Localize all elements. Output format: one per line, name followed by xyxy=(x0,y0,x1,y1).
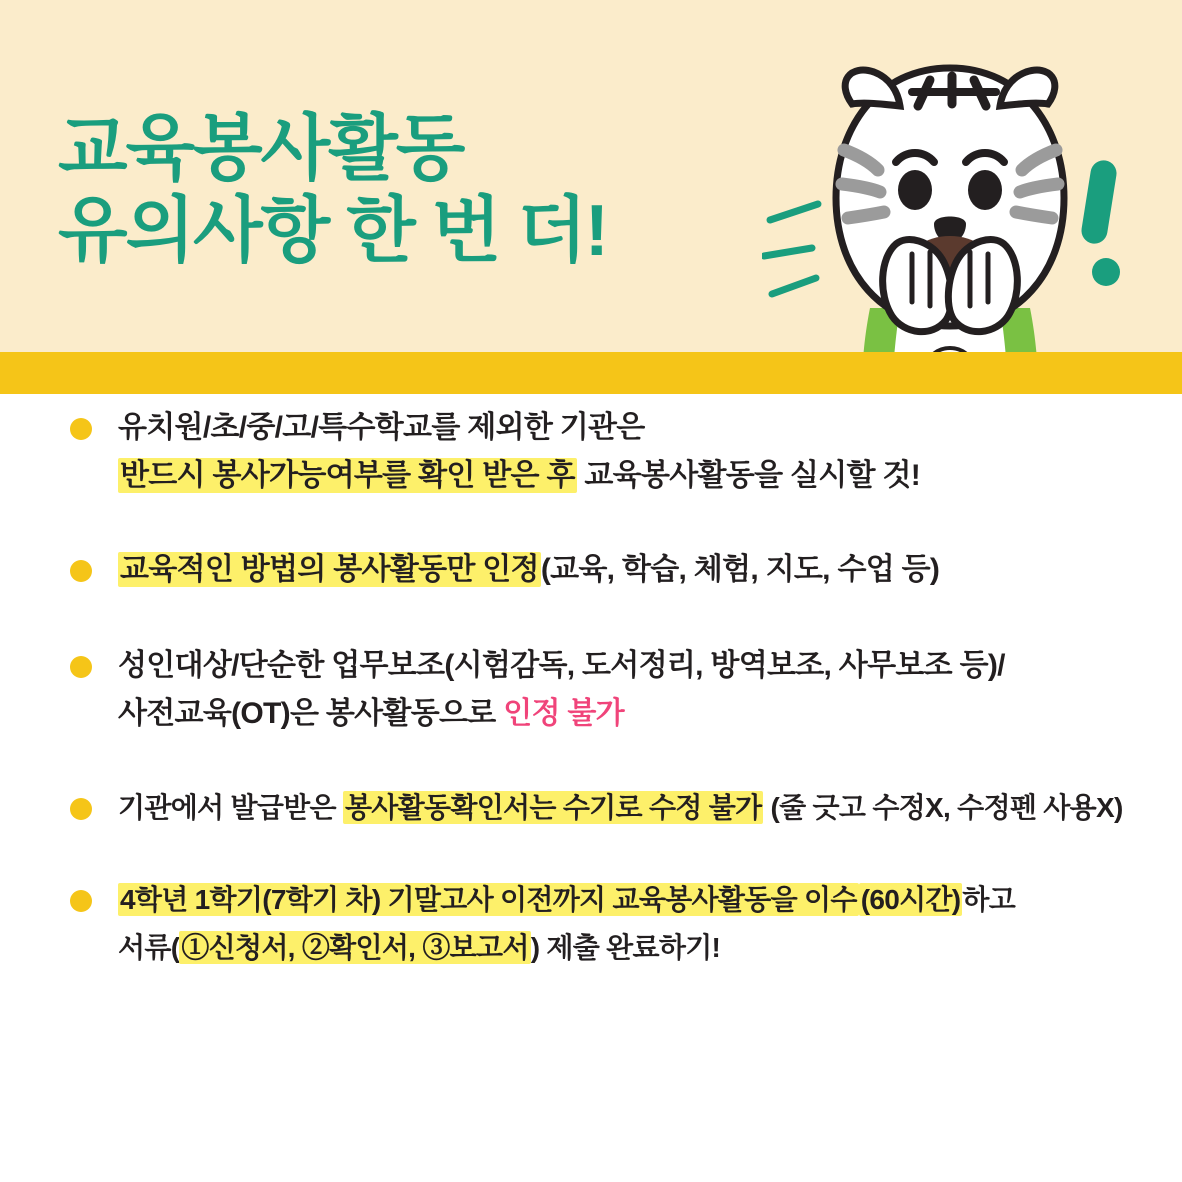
list-item-line xyxy=(118,452,1182,500)
text-segment: 성인대상/단순한 업무보조(시험감독, 도서정리, 방역보조, 사무보조 등)/ xyxy=(118,649,1005,682)
speed-lines-icon xyxy=(762,198,832,308)
text-segment: 서류( xyxy=(118,932,180,963)
list-item-line xyxy=(118,404,1182,452)
list-item-line xyxy=(118,546,1182,594)
text-segment: (줄 긋고 수정X, 수정펜 사용X) xyxy=(763,792,1123,823)
bullet-icon xyxy=(70,798,92,820)
tiger-mascot-icon xyxy=(800,58,1100,352)
bullet-icon xyxy=(70,418,92,440)
highlighted-text: ①신청서, ②확인서, ③보고서 xyxy=(181,932,529,963)
highlighted-text: (60시간) xyxy=(860,884,961,915)
list-item-line xyxy=(118,924,1182,972)
poster-header xyxy=(0,0,1182,352)
warning-text: 인정 불가 xyxy=(503,697,624,730)
text-segment: 사전교육(OT)은 봉사활동으로 xyxy=(118,697,504,730)
text-segment: 유치원/초/중/고/특수학교를 제외한 기관은 xyxy=(118,411,645,444)
text-segment: (교육, 학습, 체험, 지도, 수업 등) xyxy=(540,553,940,586)
text-segment: ) 제출 완료하기! xyxy=(530,932,721,963)
page-title xyxy=(58,108,607,272)
list-item-line xyxy=(118,690,1182,738)
text-segment: 기관에서 발급받은 xyxy=(118,792,343,823)
notice-list xyxy=(0,404,1182,1006)
bullet-icon xyxy=(70,560,92,582)
list-item xyxy=(0,784,1182,832)
list-item-line xyxy=(118,784,1182,832)
list-item xyxy=(0,404,1182,500)
list-item xyxy=(0,876,1182,972)
highlighted-text: 4학년 1학기(7학기 차) 기말고사 이전까지 교육봉사활동을 이수 xyxy=(120,884,857,915)
list-item xyxy=(0,546,1182,594)
text-segment: 교육봉사활동을 실시할 것! xyxy=(576,459,921,492)
header-accent-bar xyxy=(0,352,1182,394)
title-line-2: 유의사항 한 번 더! xyxy=(58,191,607,271)
bullet-icon xyxy=(70,656,92,678)
highlighted-text: 반드시 봉사가능여부를 확인 받은 후 xyxy=(120,459,575,492)
list-item-line xyxy=(118,642,1182,690)
list-item xyxy=(0,642,1182,738)
highlighted-text: 교육적인 방법의 봉사활동만 인정 xyxy=(120,553,539,586)
text-segment: 하고 xyxy=(962,884,1016,915)
list-item-line xyxy=(118,876,1182,924)
title-line-1: 교육봉사활동 xyxy=(58,109,464,189)
exclamation-mark-icon xyxy=(1086,160,1120,286)
bullet-icon xyxy=(70,890,92,912)
highlighted-text: 봉사활동확인서는 수기로 수정 불가 xyxy=(344,792,762,823)
